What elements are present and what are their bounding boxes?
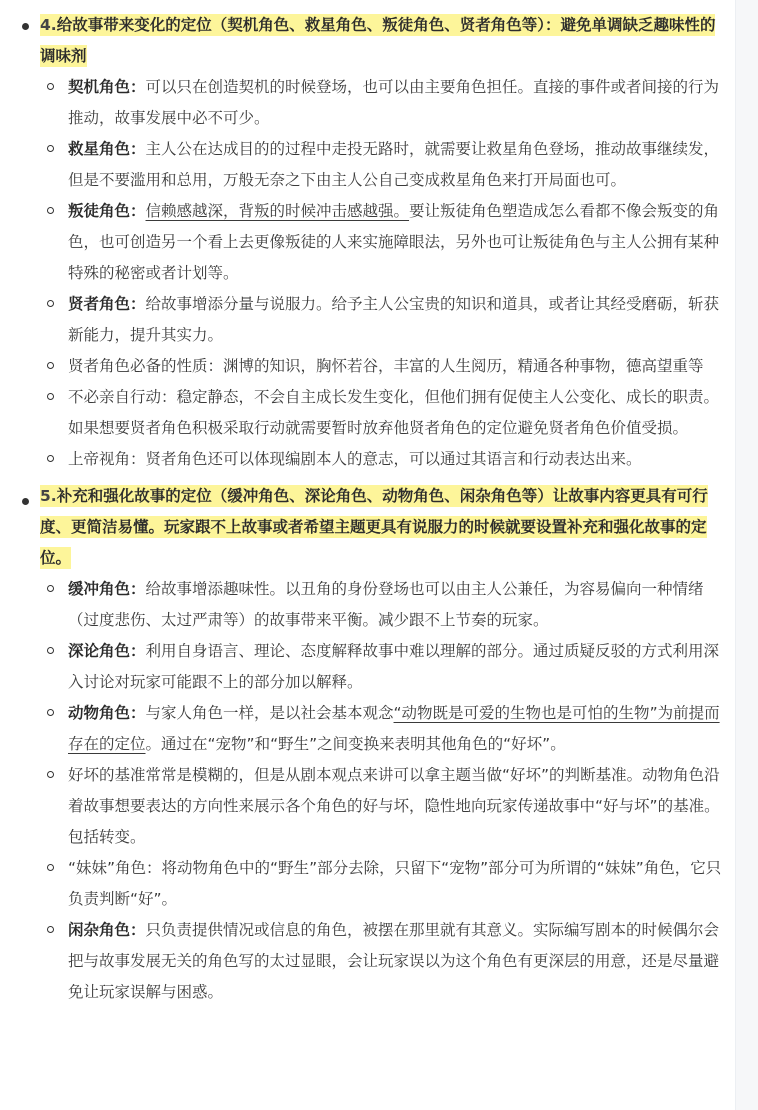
bullet-circle-icon bbox=[47, 207, 54, 214]
bullet-circle-icon bbox=[47, 145, 54, 152]
list-item-sage-traits: 贤者角色必备的性质：渊博的知识，胸怀若谷，丰富的人生阅历，精通各种事物，德高望重等 bbox=[68, 351, 722, 382]
list-item-savior-role: 救星角色：主人公在达成目的的过程中走投无路时，就需要让救星角色登场，推动故事继续发，但是不要滥用和总用，万般无奈之下由主人公自己变成救星角色来打开局面也可。 bbox=[68, 134, 722, 196]
bullet-circle-icon bbox=[47, 455, 54, 462]
section-4-items bbox=[40, 72, 736, 475]
bullet-circle-icon bbox=[47, 709, 54, 716]
bullet-circle-icon bbox=[47, 300, 54, 307]
bullet-circle-icon bbox=[47, 771, 54, 778]
bullet-circle-icon bbox=[47, 393, 54, 400]
bullet-circle-icon bbox=[47, 585, 54, 592]
bullet-circle-icon bbox=[47, 647, 54, 654]
list-item-buffer-role: 缓冲角色：给故事增添趣味性。以丑角的身份登场也可以由主人公兼任，为容易偏向一种情绪（过度悲伤、太过严肃等）的故事带来平衡。减少跟不上节奏的玩家。 bbox=[68, 574, 722, 636]
list-item-sister-role: “妹妹”角色：将动物角色中的“野生”部分去除，只留下“宠物”部分可为所谓的“妹妹”角色，它只负责判断“好”。 bbox=[68, 853, 722, 915]
list-item-traitor-role: 叛徒角色：信赖感越深，背叛的时候冲击感越强。要让叛徒角色塑造成怎么看都不像会叛变的角色，也可创造另一个看上去更像叛徒的人来实施障眼法，另外也可让叛徒角色与主人公拥有某种特殊的秘密或者计划等。 bbox=[68, 196, 722, 289]
list-item-no-action: 不必亲自行动：稳定静态，不会自主成长发生变化，但他们拥有促使主人公变化、成长的职责。如果想要贤者角色积极采取行动就需要暂时放弃他贤者角色的定位避免贤者角色价值受损。 bbox=[68, 382, 722, 444]
list-item-debate-role: 深论角色：利用自身语言、理论、态度解释故事中难以理解的部分。通过质疑反驳的方式利用深入讨论对玩家可能跟不上的部分加以解释。 bbox=[68, 636, 722, 698]
scrollbar-track[interactable] bbox=[735, 0, 758, 1110]
list-item-gods-view: 上帝视角：贤者角色还可以体现编剧本人的意志，可以通过其语言和行动表达出来。 bbox=[68, 444, 722, 475]
bullet-dot-icon bbox=[22, 23, 29, 30]
section-5-heading: 5.补充和强化故事的定位（缓冲角色、深论角色、动物角色、闲杂角色等）让故事内容更具有可行度、更简洁易懂。玩家跟不上故事或者希望主题更具有说服力的时候就要设置补充和强化故事的定位。 bbox=[40, 487, 708, 567]
section-4-heading: 4.给故事带来变化的定位（契机角色、救星角色、叛徒角色、贤者角色等）：避免单调缺乏趣味性的调味剂 bbox=[40, 16, 716, 65]
bullet-circle-icon bbox=[47, 362, 54, 369]
bullet-circle-icon bbox=[47, 83, 54, 90]
bullet-circle-icon bbox=[47, 864, 54, 871]
section-4 bbox=[0, 0, 736, 475]
list-item-animal-role: 动物角色：与家人角色一样，是以社会基本观念“动物既是可爱的生物也是可怕的生物”为前提而存在的定位。通过在“宠物”和“野生”之间变换来表明其他角色的“好坏”。 bbox=[68, 698, 722, 760]
section-5-items bbox=[40, 574, 736, 1008]
list-item-extra-role: 闲杂角色：只负责提供情况或信息的角色，被摆在那里就有其意义。实际编写剧本的时候偶尔会把与故事发展无关的角色写的太过显眼，会让玩家误以为这个角色有更深层的用意，还是尽量避免让玩家误解与困惑。 bbox=[68, 915, 722, 1008]
list-item-sage-role: 贤者角色：给故事增添分量与说服力。给予主人公宝贵的知识和道具，或者让其经受磨砺，斩获新能力，提升其实力。 bbox=[68, 289, 722, 351]
section-5 bbox=[0, 475, 736, 1008]
bullet-circle-icon bbox=[47, 926, 54, 933]
list-item-trigger-role: 契机角色：可以只在创造契机的时候登场，也可以由主要角色担任。直接的事件或者间接的行为推动，故事发展中必不可少。 bbox=[68, 72, 722, 134]
list-item-good-bad: 好坏的基准常常是模糊的，但是从剧本观点来讲可以拿主题当做“好坏”的判断基准。动物角色沿着故事想要表达的方向性来展示各个角色的好与坏，隐性地向玩家传递故事中“好与坏”的基准。包括转变。 bbox=[68, 760, 722, 853]
bullet-dot-icon bbox=[22, 498, 29, 505]
